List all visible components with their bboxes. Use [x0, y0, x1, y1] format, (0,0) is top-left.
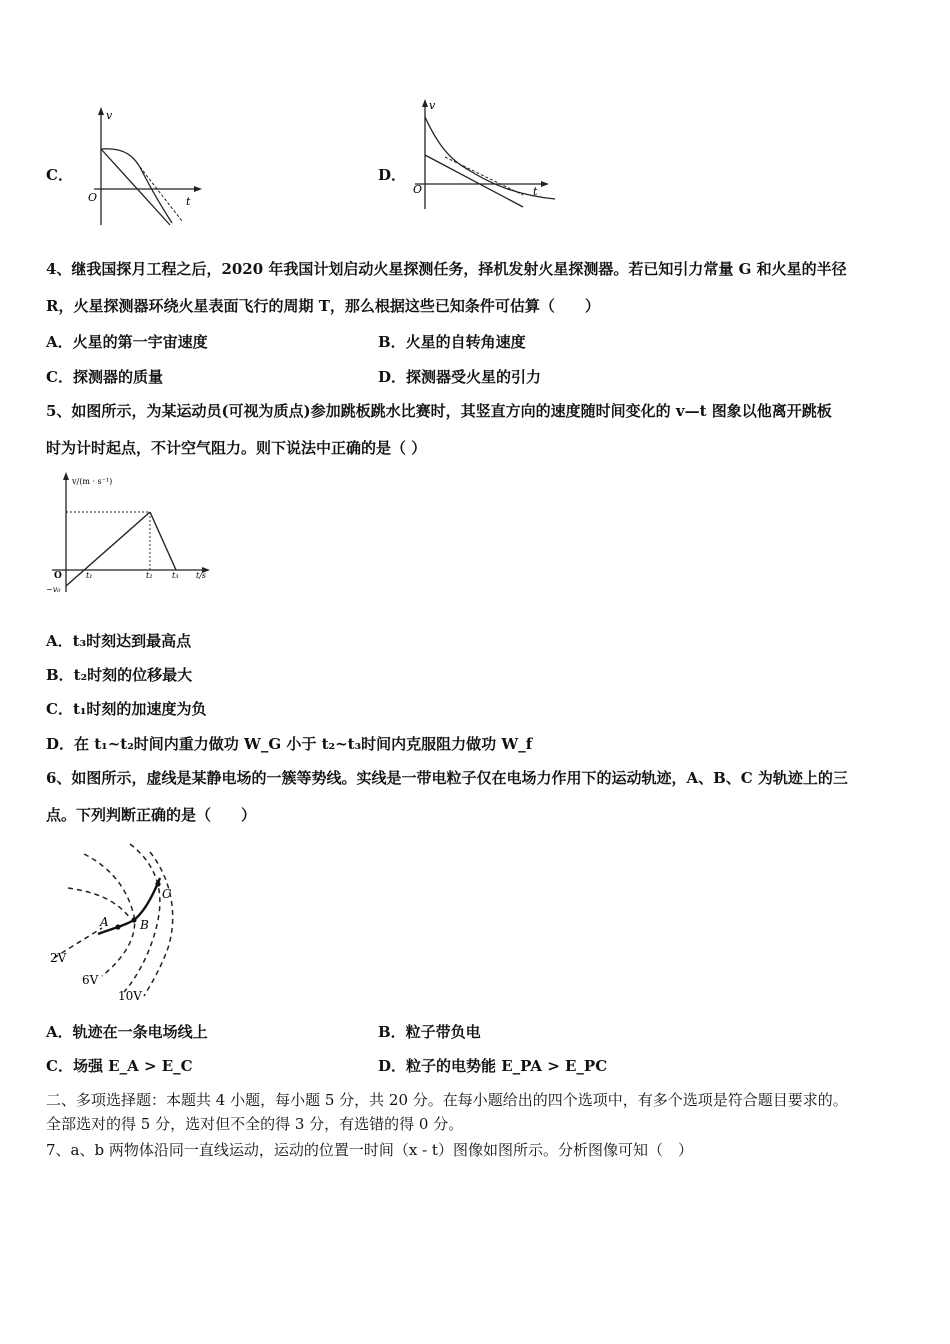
q5-option-d: D．在 t₁~t₂时间内重力做功 W_G 小于 t₂~t₃时间内克服阻力做功 W_f	[46, 735, 533, 753]
q6-point-a: A	[100, 915, 109, 929]
q6-option-d: D．粒子的电势能 E_PA > E_PC	[378, 1057, 608, 1075]
q5-t3: t₃	[172, 571, 179, 580]
q4-option-a: A．火星的第一宇宙速度	[46, 333, 208, 351]
q3-d-origin: O	[413, 183, 423, 196]
q6-label-6v: 6V	[82, 973, 99, 987]
q3-option-c-label: C．	[46, 166, 73, 184]
q3-c-axis-v: v	[106, 109, 113, 122]
q3-option-c-graph	[80, 105, 210, 230]
q7-stem-line-1: 7、a、b 两物体沿同一直线运动，运动的位置一时间（x - t）图像如图所示。分析图像可知（ ）	[46, 1141, 693, 1159]
q3-option-d-graph	[405, 97, 565, 217]
q6-stem-line-1: 6、如图所示，虚线是某静电场的一簇等势线。实线是一带电粒子仅在电场力作用下的运动轨迹，A、B、C 为轨迹上的三	[46, 769, 848, 787]
q4-option-c: C．探测器的质量	[46, 368, 163, 386]
q5-xlabel: t/s	[196, 571, 207, 580]
q6-option-b: B．粒子带负电	[378, 1023, 481, 1041]
q5-neg-v0: −v₀	[46, 585, 61, 594]
q5-stem-line-2: 时为计时起点，不计空气阻力。则下说法中正确的是（ ）	[46, 439, 427, 457]
q6-point-b: B	[140, 918, 149, 932]
q5-t1: t₁	[86, 571, 93, 580]
section2-instructions-line-2: 全部选对的得 5 分，选对但不全的得 3 分，有选错的得 0 分。	[46, 1115, 464, 1133]
q3-d-axis-t: t	[533, 185, 538, 198]
q5-t2: t₂	[146, 571, 153, 580]
q5-ylabel: v/(m · s⁻¹)	[72, 477, 113, 486]
q6-option-c: C．场强 E_A > E_C	[46, 1057, 193, 1075]
q5-option-a: A．t₃时刻达到最高点	[46, 632, 192, 650]
q3-option-d-label: D．	[378, 166, 407, 184]
q5-vt-graph	[46, 470, 226, 600]
q6-option-a: A．轨迹在一条电场线上	[46, 1023, 208, 1041]
q5-option-b: B．t₂时刻的位移最大	[46, 666, 193, 684]
section2-instructions-line-1: 二、多项选择题：本题共 4 小题，每小题 5 分，共 20 分。在每小题给出的四个选项中，有多个选项是符合题目要求的。	[46, 1091, 848, 1109]
q4-option-b: B．火星的自转角速度	[378, 333, 526, 351]
q6-stem-line-2: 点。下列判断正确的是（ ）	[46, 806, 257, 824]
q4-stem-line-2: R，火星探测器环绕火星表面飞行的周期 T，那么根据这些已知条件可估算（ ）	[46, 297, 600, 315]
q4-stem-line-1: 4、继我国探月工程之后，2020 年我国计划启动火星探测任务，择机发射火星探测器。若已知引力常量 G 和火星的半径	[46, 260, 847, 278]
q5-option-c: C．t₁时刻的加速度为负	[46, 700, 207, 718]
q3-d-axis-v: v	[429, 99, 436, 112]
q4-option-d: D．探测器受火星的引力	[378, 368, 542, 386]
q6-label-2v: 2V	[50, 951, 67, 965]
q3-c-origin: O	[88, 191, 98, 204]
q5-stem-line-1: 5、如图所示，为某运动员(可视为质点)参加跳板跳水比赛时，其竖直方向的速度随时间变化的 v—t 图象以他离开跳板	[46, 402, 832, 420]
q6-label-10v: 10V	[118, 989, 142, 1003]
q6-point-c: C	[162, 887, 172, 901]
q6-field-figure	[46, 840, 196, 1010]
q3-c-axis-t: t	[186, 195, 191, 208]
q5-origin: O	[54, 571, 62, 581]
